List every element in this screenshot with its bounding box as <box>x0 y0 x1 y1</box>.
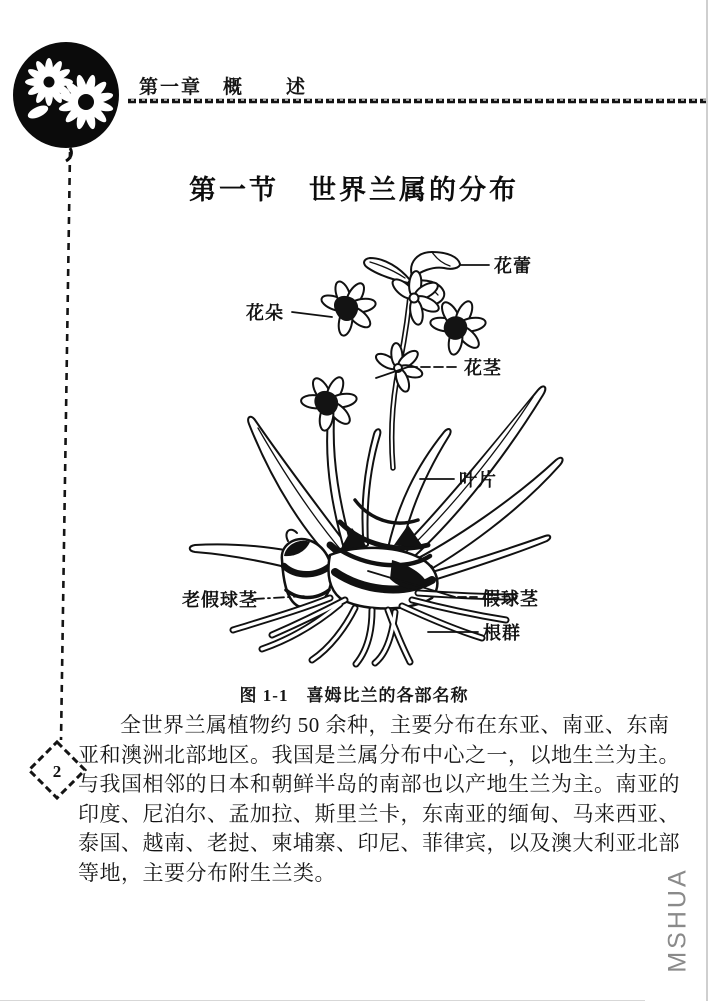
label-old-pseudobulb: 老假球茎 <box>182 590 258 610</box>
label-root-cluster: 根群 <box>483 623 521 643</box>
page-number: 2 <box>52 762 62 781</box>
logo-flower-emblem <box>13 42 119 161</box>
label-flower: 花朵 <box>246 303 284 323</box>
watermark: MSHUA <box>663 867 692 973</box>
leader-flower <box>292 312 332 317</box>
label-pseudobulb: 假球茎 <box>482 589 539 609</box>
dotted-spine-line <box>61 152 70 740</box>
label-leaf-blade: 叶片 <box>459 470 497 490</box>
body-paragraph <box>78 711 680 889</box>
page-number-diamond <box>29 742 85 798</box>
figure-caption: 图 1-1 喜姆比兰的各部名称 <box>239 686 469 705</box>
body-line: 全世界兰属植物约 50 余种，主要分布在东亚、南亚、东南 <box>120 713 670 737</box>
body-line: 泰国、越南、老挝、柬埔寨、印尼、菲律宾，以及澳大利亚北部 <box>78 831 680 856</box>
body-line: 亚和澳洲北部地区。我国是兰属分布中心之一，以地生兰为主。 <box>78 742 680 767</box>
section-title: 第一节 世界兰属的分布 <box>189 175 519 205</box>
body-line: 等地，主要分布附生兰类。 <box>78 860 336 885</box>
body-line: 与我国相邻的日本和朝鲜半岛的南部也以产地生兰为主。南亚的 <box>78 772 680 797</box>
label-flower-stem: 花茎 <box>464 358 502 378</box>
label-flower-bud: 花蕾 <box>494 256 532 276</box>
body-line: 印度、尼泊尔、孟加拉、斯里兰卡，东南亚的缅甸、马来西亚、 <box>78 801 680 826</box>
chapter-header: 第一章 概 述 <box>139 77 308 98</box>
chapter-rope-line <box>128 100 708 101</box>
